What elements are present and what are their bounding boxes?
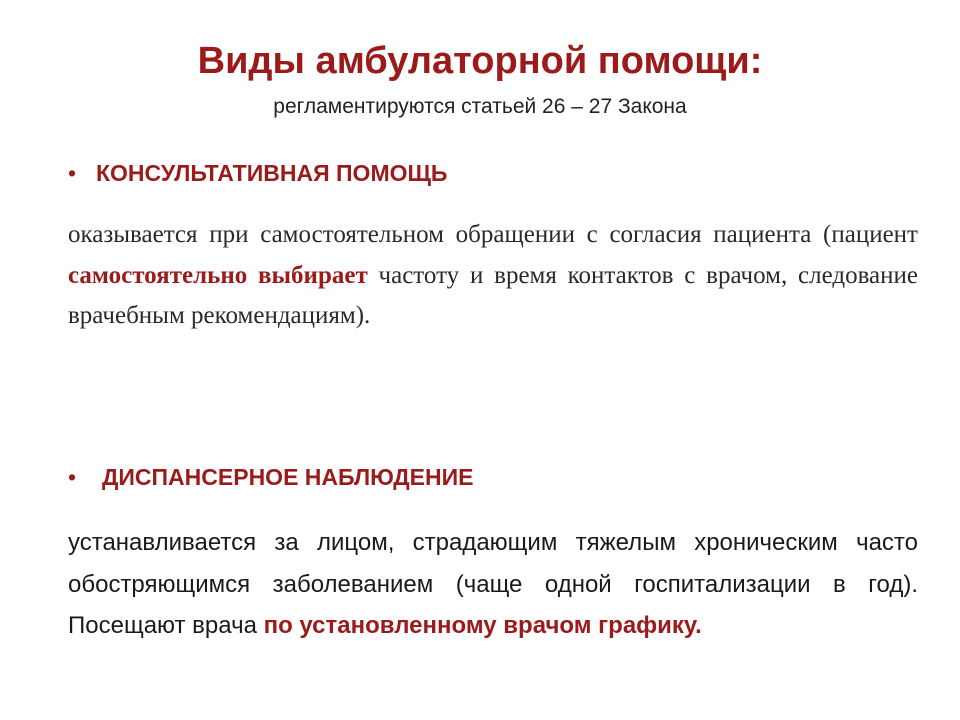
heading-text: ДИСПАНСЕРНОЕ НАБЛЮДЕНИЕ: [102, 464, 474, 490]
heading-text: КОНСУЛЬТАТИВНАЯ ПОМОЩЬ: [96, 160, 448, 186]
bullet-icon: •: [68, 160, 77, 186]
body-text: устанавливается за лицом, страдающим тяжелым хроническим часто обостряющимся заболеванием (чаще одной госпитализации в год). Посещают врача: [68, 529, 918, 639]
body-text: частоту и время контактов с врачом, следование врачебным рекомендациям).: [68, 261, 918, 329]
section-body-dispensary: [68, 522, 918, 647]
section-heading-dispensary: [68, 464, 473, 491]
slide-subtitle: регламентируются статьей 26 – 27 Закона: [273, 95, 687, 118]
body-highlight: самостоятельно выбирает: [68, 261, 368, 289]
slide-title: Виды амбулаторной помощи:: [197, 40, 763, 82]
body-text: оказывается при самостоятельном обращении с согласия пациента (пациент: [68, 221, 918, 248]
section-body-consultative: [68, 215, 918, 337]
section-heading-consultative: [68, 160, 447, 187]
body-highlight: по установленному врачом графику.: [263, 612, 702, 639]
bullet-icon: •: [68, 464, 77, 490]
